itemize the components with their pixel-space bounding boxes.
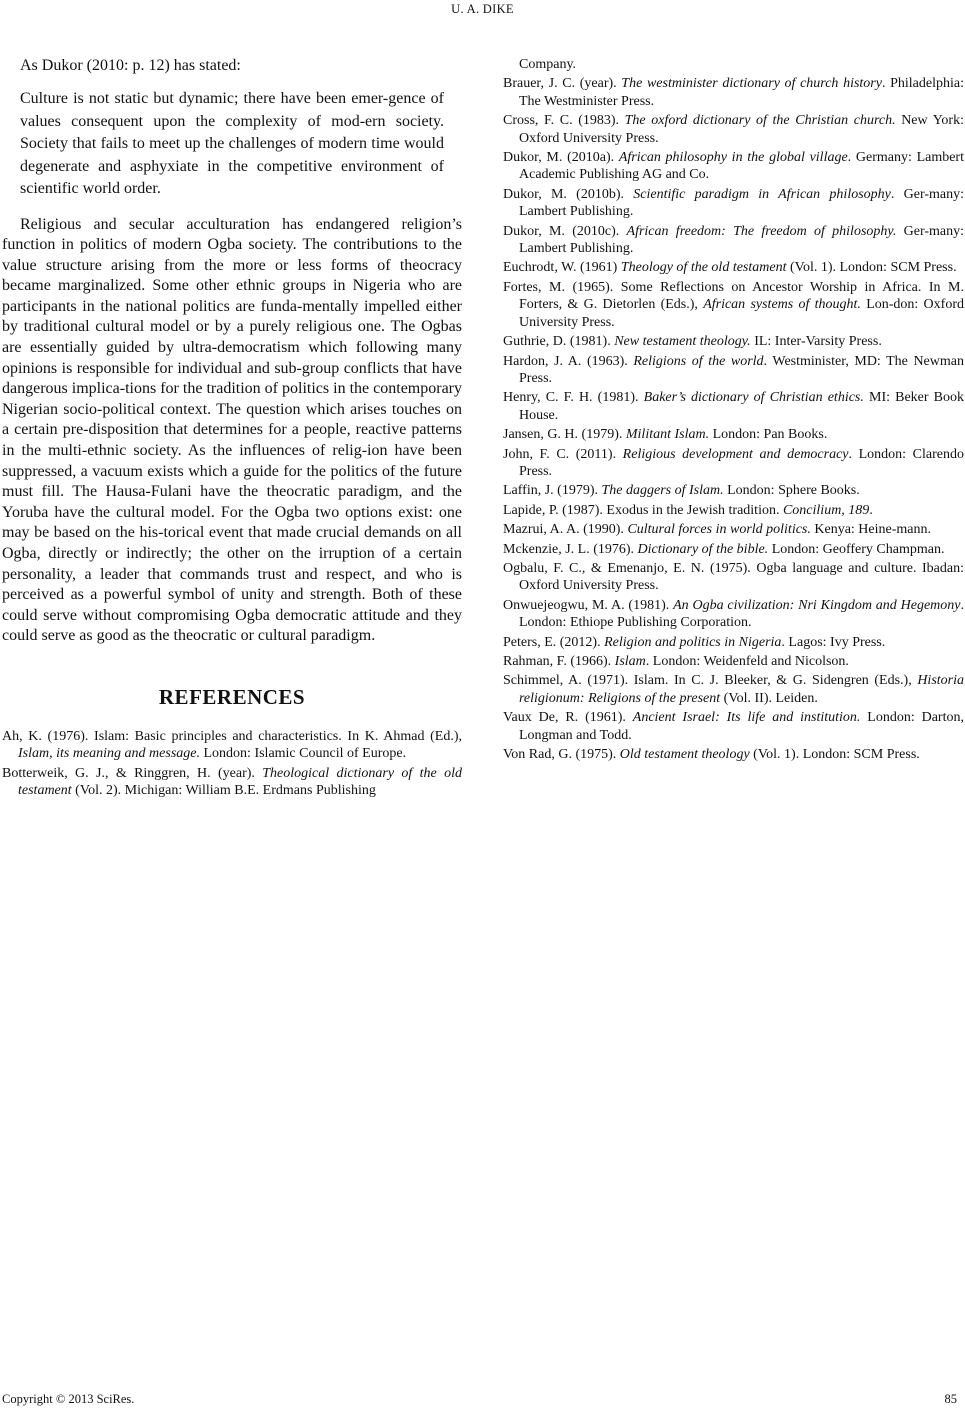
reference-entry — [503, 597, 964, 632]
reference-entry — [503, 149, 964, 184]
reference-title: Dictionary of the bible. — [637, 541, 769, 557]
reference-entry — [503, 672, 964, 707]
reference-publisher: (Vol. II). Leiden. — [720, 690, 818, 706]
quote-intro: As Dukor (2010: p. 12) has stated: — [20, 57, 241, 74]
reference-title: Religion and politics in Nigeria — [604, 634, 782, 650]
reference-publisher: Lon-don: Oxford University Press. — [519, 297, 964, 330]
reference-entry — [503, 112, 964, 147]
reference-title: The daggers of Islam. — [601, 483, 724, 499]
right-column — [503, 56, 964, 765]
reference-title: Baker’s dictionary of Christian ethics. — [643, 390, 864, 406]
reference-publisher: London: Geoffery Champman. — [768, 541, 945, 557]
right-reference-list — [503, 75, 964, 763]
reference-publisher: (Vol. 1). London: SCM Press. — [786, 260, 957, 276]
reference-title: New testament theology. — [614, 334, 751, 350]
reference-publisher: . Westminister, MD: The Newman Press. — [519, 353, 964, 386]
reference-entry — [503, 186, 964, 221]
copyright-footer: Copyright © 2013 SciRes. — [2, 1392, 135, 1406]
reference-title: Scientific paradigm in African philosophy — [633, 186, 891, 202]
reference-entry — [503, 634, 964, 651]
reference-publisher: . London: Weidenfeld and Nicolson. — [645, 654, 849, 669]
references-heading: REFERENCES — [158, 684, 306, 709]
reference-entry — [503, 541, 964, 558]
reference-publisher: London: Pan Books. — [709, 427, 828, 443]
reference-text: Peters, E. (2012). — [503, 634, 605, 650]
reference-title: Islam — [614, 654, 646, 669]
reference-title: African philosophy in the global village — [618, 150, 848, 166]
reference-publisher: New York: Oxford University Press. — [519, 113, 964, 146]
reference-publisher: IL: Inter-Varsity Press. — [750, 334, 882, 350]
reference-title: Militant Islam. — [625, 427, 710, 443]
reference-entry — [503, 426, 964, 443]
reference-entry — [503, 746, 964, 763]
reference-text: Fortes, M. (1965). Some Reflections on Ancestor Worship in Africa. In M. Forters, & G. Dietorlen (Eds.), — [503, 279, 964, 313]
reference-entry — [503, 279, 964, 331]
reference-text: Dukor, M. (2010b). — [503, 186, 634, 202]
reference-text: Brauer, J. C. (year). — [503, 76, 622, 92]
reference-text: Euchrodt, W. (1961) — [503, 260, 621, 276]
reference-text: Henry, C. F. H. (1981). — [503, 390, 644, 406]
reference-title: An Ogba civilization: Nri Kingdom and Hegemony — [673, 597, 961, 613]
page-number: 85 — [944, 1392, 957, 1406]
reference-entry — [503, 259, 964, 276]
reference-entry — [2, 765, 462, 800]
reference-title: Theological dictionary of the old testament — [18, 765, 462, 799]
reference-text: Von Rad, G. (1975). — [503, 747, 620, 763]
reference-publisher: . Lagos: Ivy Press. — [781, 634, 886, 650]
running-header: U. A. DIKE — [451, 2, 514, 16]
reference-publisher: London: Sphere Books. — [723, 483, 860, 499]
reference-text: Ogbalu, F. C., & Emenanjo, E. N. (1975). Ogba language and culture. Ibadan: Oxford University Press. — [503, 560, 964, 594]
reference-entry — [503, 653, 964, 670]
reference-entry — [503, 709, 964, 744]
reference-title: Religions of the world — [633, 353, 764, 369]
reference-text: Dukor, M. (2010a). — [503, 150, 619, 166]
reference-publisher: . — [869, 502, 873, 518]
left-column — [2, 48, 462, 802]
body-paragraph: Religious and secular acculturation has endangered religion’s function in politics of modern Ogba society. The contributions to the value structure arising from the more or less forms of theocracy became marginalized. Some other ethnic groups in Nigeria who are participants in the national politics are funda-mentally impelled either by traditional cultural model or by a purely religious one. The Ogbas are essentially guided by ultra-democratism which following many opinions is responsible for individual and sub-group conflicts that have dangerous implica-tions for the tradition of politics in the contemporary Nigerian socio-political context. The question which arises touches on a certain pre-disposition that determines for a people, reactive patterns in the multi-ethnic society. As the influences of relig-ion have been suppressed, a vacuum exists which a guide for the politics of the future must fill. The Hausa-Fulani have the theocratic paradigm, and the Yoruba have the cultural model. For the Ogba two options exist: one may be based on the his-torical event that made crucial demands on all Ogba, directly or indirectly; the other on the irruption of a certain personality, a leader that commands trust and respect, and who is perceived as a powerful symbol of unity and strength. Both of these could serve without compromising Ogba democratic attitude and they could serve as good as the theocratic or cultural paradigm. — [2, 215, 462, 645]
reference-title: Ancient Israel: Its life and institution. — [632, 710, 861, 726]
reference-publisher: Kenya: Heine-mann. — [810, 522, 931, 538]
reference-text: Dukor, M. (2010c). — [503, 223, 627, 239]
reference-publisher: . London: Clarendo Press. — [519, 446, 964, 479]
reference-entry — [2, 728, 462, 763]
reference-text: Mckenzie, J. L. (1976). — [503, 541, 638, 557]
reference-title: Theology of the old testament — [620, 260, 787, 276]
reference-publisher: Ger-many: Lambert Publishing. — [519, 223, 964, 257]
reference-title: Concilium, 189 — [782, 502, 870, 518]
reference-publisher: London: Islamic Council of Europe. — [200, 746, 407, 762]
reference-publisher: . London: Ethiope Publishing Corporation. — [519, 597, 964, 631]
reference-title: The westminister dictionary of church history — [621, 76, 882, 92]
reference-text: Vaux De, R. (1961). — [503, 710, 633, 726]
reference-publisher: . Philadelphia: The Westminister Press. — [519, 76, 964, 109]
reference-publisher: (Vol. 2). Michigan: William B.E. Erdmans Publishing — [71, 783, 376, 799]
reference-text: Guthrie, D. (1981). — [503, 334, 615, 350]
reference-text: Lapide, P. (1987). Exodus in the Jewish tradition. — [503, 502, 783, 518]
reference-publisher: . Ger-many: Lambert Publishing. — [519, 186, 964, 220]
left-reference-list — [2, 728, 462, 800]
reference-text: Rahman, F. (1966). — [503, 654, 615, 669]
reference-title: Islam, its meaning and message. — [18, 746, 200, 762]
reference-entry — [503, 353, 964, 388]
reference-entry — [503, 560, 964, 595]
reference-entry — [503, 389, 964, 424]
reference-text: Cross, F. C. (1983). — [503, 113, 625, 129]
reference-title: African freedom: The freedom of philosophy. — [626, 223, 897, 239]
reference-text: Onwuejeogwu, M. A. (1981). — [503, 597, 674, 613]
reference-title: The oxford dictionary of the Christian church. — [624, 113, 896, 129]
reference-text: Schimmel, A. (1971). Islam. In C. J. Bleeker, & G. Sidengren (Eds.), — [503, 673, 918, 689]
reference-text: John, F. C. (2011). — [503, 446, 623, 462]
reference-title: Old testament theology — [619, 747, 750, 763]
reference-entry — [503, 223, 964, 258]
reference-publisher: . Germany: Lambert Academic Publishing AG and Co. — [519, 150, 964, 183]
reference-publisher: MI: Beker Book House. — [519, 390, 965, 423]
reference-text: Jansen, G. H. (1979). — [503, 427, 626, 443]
reference-title: Historia religionum: Religions of the present — [519, 673, 964, 706]
reference-text: Botterweik, G. J., & Ringgren, H. (year). — [2, 765, 263, 781]
reference-entry — [503, 446, 964, 481]
reference-text: Mazrui, A. A. (1990). — [503, 522, 628, 538]
reference-publisher: (Vol. 1). London: SCM Press. — [749, 747, 920, 763]
reference-title: Religious development and democracy — [622, 446, 849, 462]
reference-continuation: Company. — [519, 57, 577, 72]
reference-entry — [503, 502, 964, 519]
reference-entry — [503, 75, 964, 110]
reference-entry — [503, 521, 964, 538]
reference-title: African systems of thought. — [703, 297, 861, 313]
reference-text: Laffin, J. (1979). — [503, 483, 602, 499]
reference-entry — [503, 333, 964, 350]
block-quote: Culture is not static but dynamic; there have been emer-gence of values consequent upon the complexity of mod-ern society. Society that fails to meet up the challenges of modern time would degenerate and asphyxiate in the competitive environment of scientific world order. — [20, 90, 444, 197]
reference-text: Ah, K. (1976). Islam: Basic principles and characteristics. In K. Ahmad (Ed.), — [2, 728, 462, 744]
reference-publisher: London: Darton, Longman and Todd. — [519, 710, 964, 743]
reference-entry — [503, 482, 964, 499]
reference-title: Cultural forces in world politics. — [627, 522, 811, 538]
reference-text: Hardon, J. A. (1963). — [503, 353, 634, 369]
